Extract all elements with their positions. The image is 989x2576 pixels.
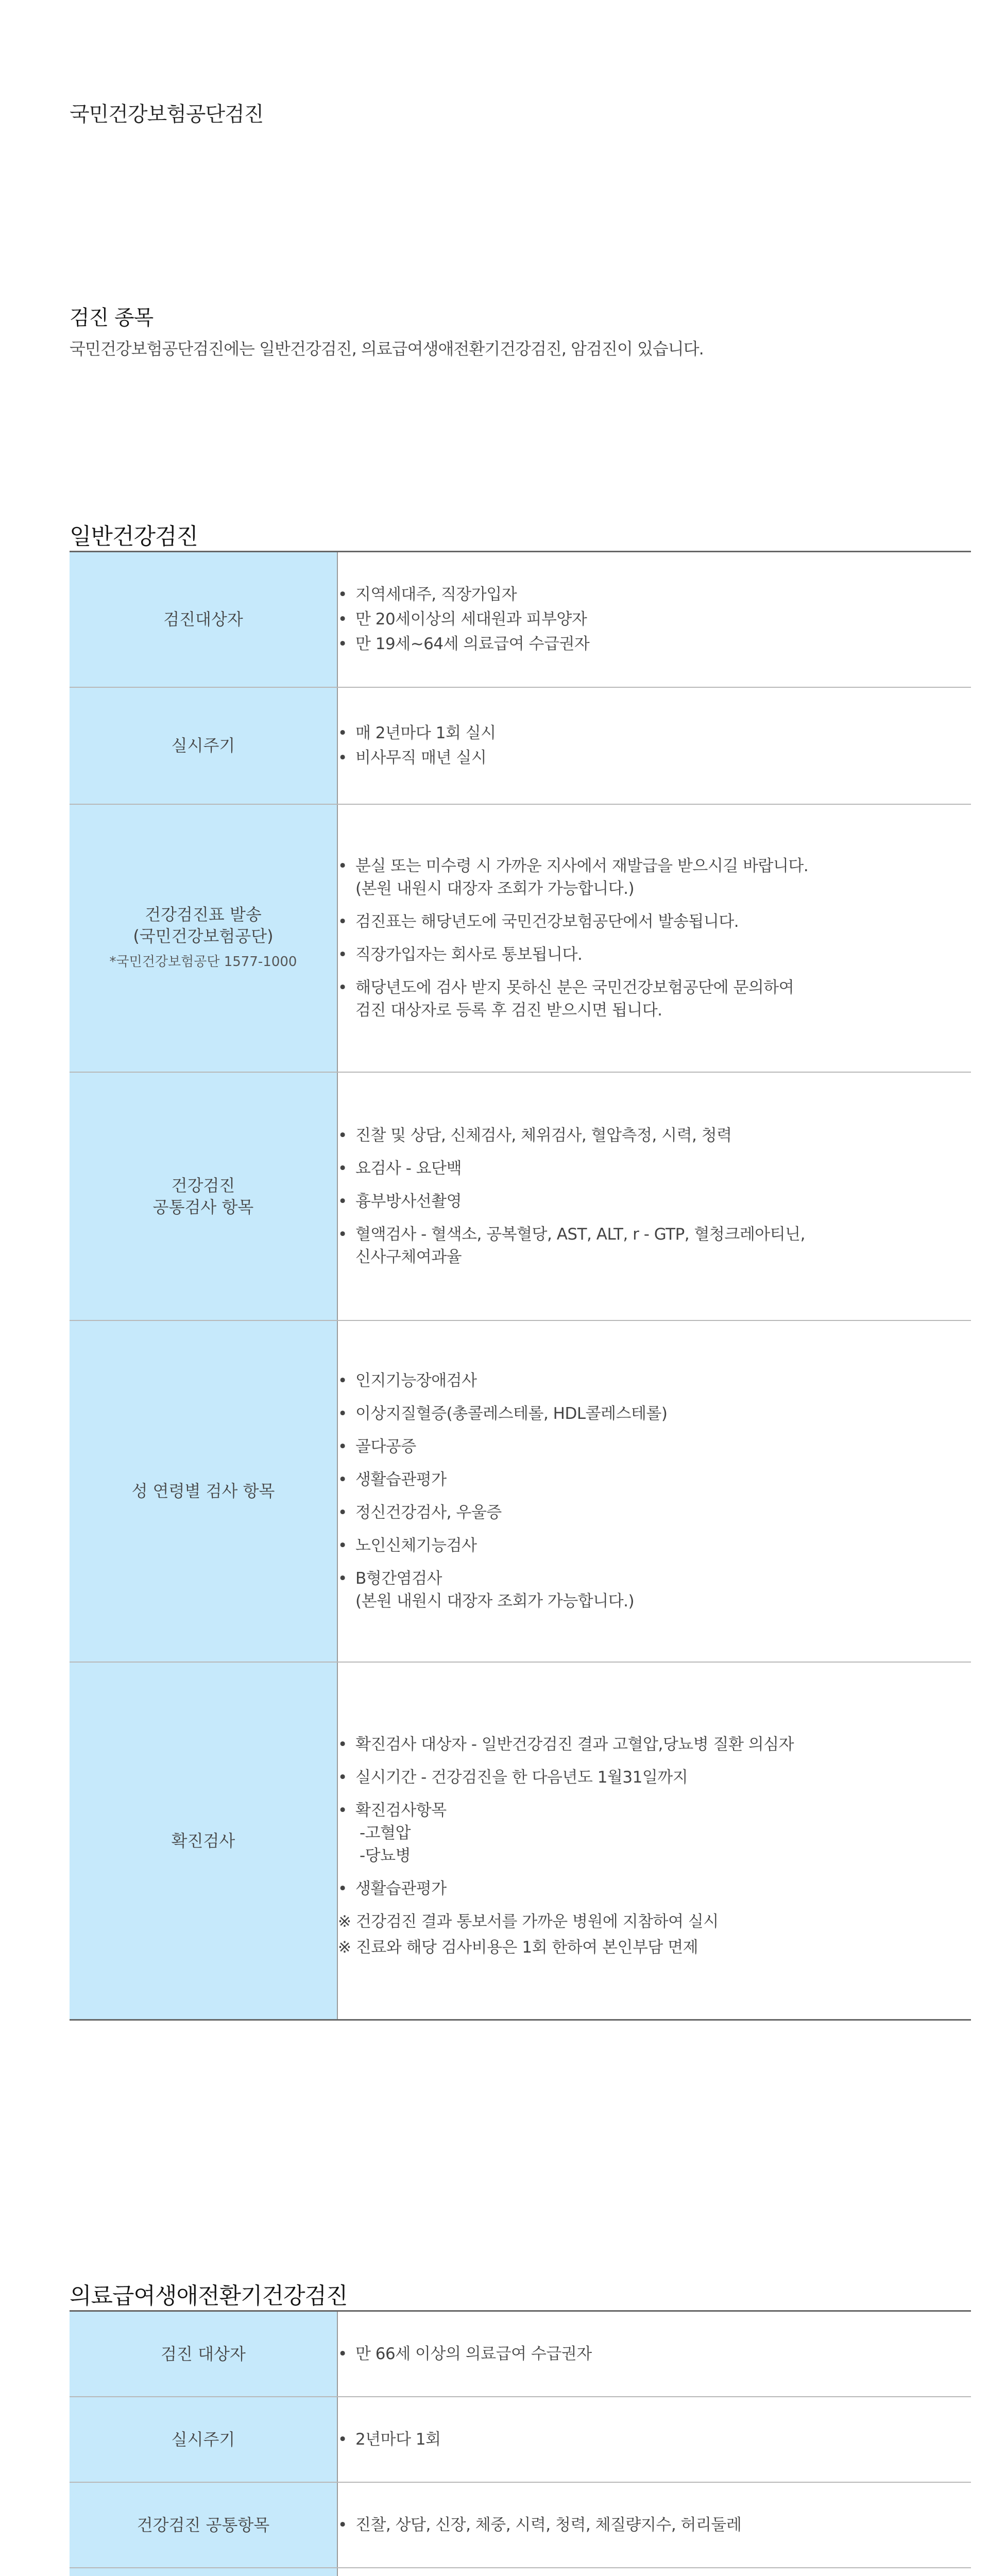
list-item: • 확진검사항목 -고혈압 -당뇨병	[338, 1799, 971, 1867]
list-item: • 생활습관평가	[338, 1468, 971, 1491]
list-item: • 만 19세~64세 의료급여 수급권자	[338, 633, 971, 655]
list-item: • 해당년도에 검사 받지 못하신 분은 국민건강보험공단에 문의하여 검진 대상자로 등록 후 검진 받으시면 됩니다.	[338, 976, 971, 1022]
intro-description: 국민건강보험공단검진에는 일반건강검진, 의료급여생애전환기건강검진, 암검진이 있습니다.	[70, 339, 704, 359]
general-exam-section	[70, 518, 971, 2021]
list-item: • 생활습관평가	[338, 1877, 971, 1900]
list-item: • 진찰, 상담, 신장, 체중, 시력, 청력, 체질량지수, 허리둘레	[338, 2514, 971, 2536]
list-item: • 요검사 - 요단백	[338, 1157, 971, 1180]
list-item: • B형간염검사 (본원 내원시 대장자 조회가 가능합니다.)	[338, 1567, 971, 1613]
general-exam-table	[70, 551, 971, 2021]
list-item: • 매 2년마다 1회 실시	[338, 722, 971, 744]
row-header: 건강검진 공통검사 항목	[70, 1072, 337, 1320]
row-header: 확진검사	[70, 1662, 337, 2020]
intro-block	[70, 301, 945, 360]
row-header: 실시주기	[70, 2397, 337, 2482]
row-header: 실시주기	[70, 687, 337, 804]
row-content	[337, 1072, 971, 1320]
list-item: • 지역세대주, 직장가입자	[338, 583, 971, 606]
table-row	[70, 2397, 971, 2482]
list-item: • 비사무직 매년 실시	[338, 747, 971, 769]
phone-note: *국민건강보험공단 1577-1000	[109, 954, 297, 970]
list-item: • 확진검사 대상자 - 일반건강검진 결과 고혈압,당뇨병 질환 의심자	[338, 1733, 971, 1756]
table-row	[70, 2311, 971, 2397]
medical-aid-exam-table	[70, 2310, 971, 2576]
row-header: 검진대상자	[70, 552, 337, 687]
section-title-medical: 의료급여생애전환기건강검진	[70, 2283, 348, 2309]
table-row	[70, 2568, 971, 2576]
list-item: • 흉부방사선촬영	[338, 1190, 971, 1213]
row-header-line: (국민건강보험공단)	[133, 926, 274, 946]
list-item: • 골다공증	[338, 1435, 971, 1458]
row-content	[337, 687, 971, 804]
table-row	[70, 2482, 971, 2568]
list-item: • 실시기간 - 건강검진을 한 다음년도 1월31일까지	[338, 1766, 971, 1789]
list-item: • 정신건강검사, 우울증	[338, 1501, 971, 1524]
section-title-general: 일반건강검진	[70, 523, 198, 550]
table-row	[70, 687, 971, 804]
row-content	[337, 1662, 971, 2020]
brand-title: 국민건강보험공단검진	[70, 103, 264, 126]
list-item: • 만 20세이상의 세대원과 피부양자	[338, 608, 971, 631]
list-item: • 이상지질혈증(총콜레스테롤, HDL콜레스테롤)	[338, 1402, 971, 1425]
row-header	[70, 804, 337, 1072]
list-item: • 만 66세 이상의 의료급여 수급권자	[338, 2343, 971, 2365]
row-content	[337, 1320, 971, 1662]
table-row	[70, 1320, 971, 1662]
row-header: 검진 대상자	[70, 2311, 337, 2397]
note-text: ※ 건강검진 결과 통보서를 가까운 병원에 지참하여 실시	[338, 1912, 719, 1931]
table-row	[70, 1662, 971, 2020]
list-item: • 노인신체기능검사	[338, 1534, 971, 1557]
row-header: 건강검진 공통항목	[70, 2482, 337, 2568]
list-item: • 진찰 및 상담, 신체검사, 체위검사, 혈압측정, 시력, 청력	[338, 1124, 971, 1147]
row-content	[337, 552, 971, 687]
list-item: • 분실 또는 미수령 시 가까운 지사에서 재발급을 받으시길 바랍니다. (본원 내원시 대장자 조회가 가능합니다.)	[338, 855, 971, 900]
row-content	[337, 2311, 971, 2397]
table-row	[70, 804, 971, 1072]
row-header: 성 연령별 검사 항목	[70, 1320, 337, 1662]
intro-title: 검진 종목	[70, 306, 154, 330]
note-text: ※ 진료와 해당 검사비용은 1회 한하여 본인부담 면제	[338, 1938, 698, 1957]
list-item: • 검진표는 해당년도에 국민건강보험공단에서 발송됩니다.	[338, 910, 971, 933]
row-content	[337, 2482, 971, 2568]
row-header-line: 건강검진표 발송	[145, 904, 262, 924]
list-item: • 2년마다 1회	[338, 2428, 971, 2451]
row-content	[337, 804, 971, 1072]
list-item: • 인지기능장애검사	[338, 1369, 971, 1392]
row-content	[337, 2397, 971, 2482]
table-row	[70, 1072, 971, 1320]
medical-aid-exam-section	[70, 2277, 971, 2576]
list-item: • 혈액검사 - 혈색소, 공복혈당, AST, ALT, r - GTP, 혈청크레아티닌, 신사구체여과율	[338, 1223, 971, 1268]
list-item: • 직장가입자는 회사로 통보됩니다.	[338, 943, 971, 966]
table-row	[70, 552, 971, 687]
row-header	[70, 2568, 337, 2576]
row-content	[337, 2568, 971, 2576]
